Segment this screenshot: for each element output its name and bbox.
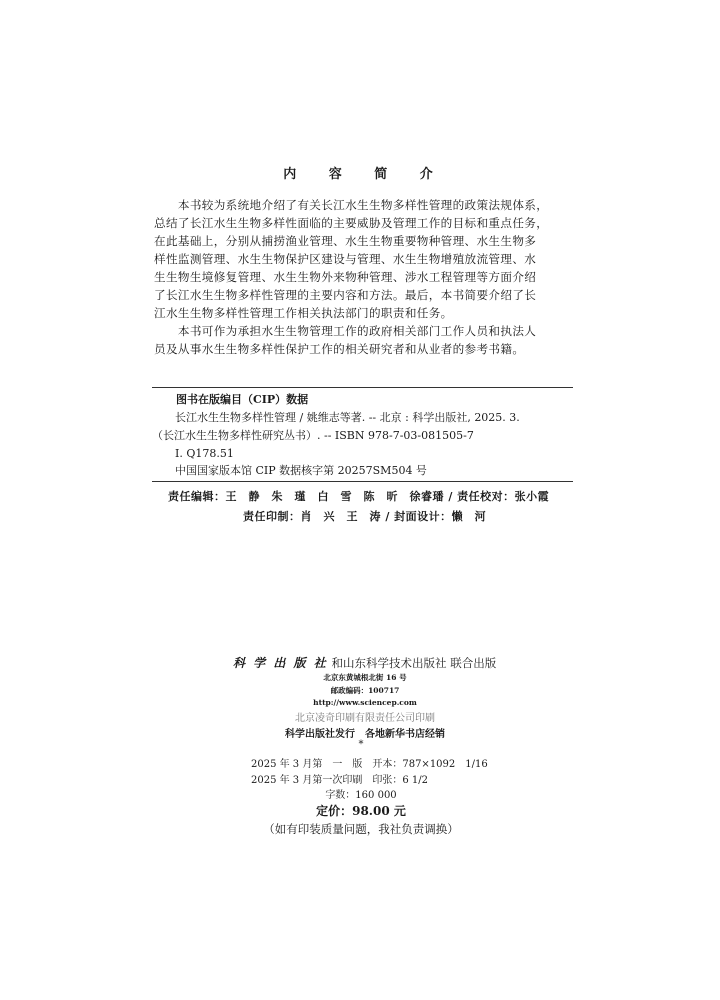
cip-line: Ⅰ. Q178.51 [164, 447, 234, 460]
quality-notice: （如有印装质量问题，我社负责调换） [263, 822, 459, 836]
printing-info: 2025 年 3 月第一次印刷 印张：6 1/2 [251, 775, 428, 786]
printer: 北京凌奇印刷有限责任公司印刷 [295, 713, 435, 724]
summary-line: 在此基础上，分别从捕捞渔业管理、水生生物重要物种管理、水生生物多 [154, 234, 537, 248]
summary-line: 了长江水生生物多样性管理的主要内容和方法。最后，本书简要介绍了长 [154, 288, 537, 302]
summary-line: 江水生生物多样性管理工作相关执法部门的职责和任务。 [154, 306, 453, 320]
summary-line: 员及从事水生生物多样性保护工作的相关研究者和从业者的参考书籍。 [154, 342, 525, 356]
summary-line: 生生物生境修复管理、水生生物外来物种管理、涉水工程管理等方面介绍 [154, 270, 537, 284]
summary-line: 样性监测管理、水生生物保护区建设与管理、水生生物增殖放流管理、水 [154, 252, 537, 266]
price: 定价：98.00 元 [316, 804, 406, 818]
cip-line: （长江水生生物多样性研究丛书）. -- ISBN 978-7-03-081505-7 [152, 429, 474, 442]
address: 北京东黄城根北街 16 号 [323, 673, 407, 682]
postcode: 邮政编码：100717 [330, 686, 400, 695]
summary-line: 本书可作为承担水生生物管理工作的政府相关部门工作人员和执法人 [154, 324, 537, 338]
cip-heading: 图书在版编目（CIP）数据 [176, 393, 309, 406]
divider [152, 481, 573, 482]
divider [152, 387, 573, 388]
edition-info: 2025 年 3 月第 一 版 开本：787×1092 1/16 [251, 759, 488, 770]
distribution: 科学出版社发行 各地新华书店经销 [285, 729, 445, 740]
publisher-line [233, 654, 496, 671]
credits-editors: 责任编辑：王 静 朱 瑾 白 雪 陈 昕 徐睿璠 / 责任校对：张小霞 [168, 490, 550, 503]
credits-production: 责任印制：肖 兴 王 涛 / 封面设计：懒 河 [243, 510, 487, 523]
cip-line: 长江水生生物多样性管理 / 姚维志等著. -- 北京 : 科学出版社, 2025. 3. [164, 411, 520, 424]
copublish-text: 和山东科学技术出版社 联合出版 [331, 656, 497, 670]
summary-line: 总结了长江水生生物多样性面临的主要威胁及管理工作的目标和重点任务， [154, 216, 549, 230]
summary-title: 内 容 简 介 [283, 167, 447, 182]
website-url: http://www.sciencep.com [313, 698, 417, 707]
summary-line: 本书较为系统地介绍了有关长江水生生物多样性管理的政策法规体系， [154, 198, 549, 212]
cip-line: 中国国家版本馆 CIP 数据核字第 20257SM504 号 [164, 464, 427, 477]
word-count: 字数：160 000 [325, 790, 397, 801]
publisher-logo: 科 学 出 版 社 [233, 656, 328, 670]
separator: * [358, 739, 364, 750]
